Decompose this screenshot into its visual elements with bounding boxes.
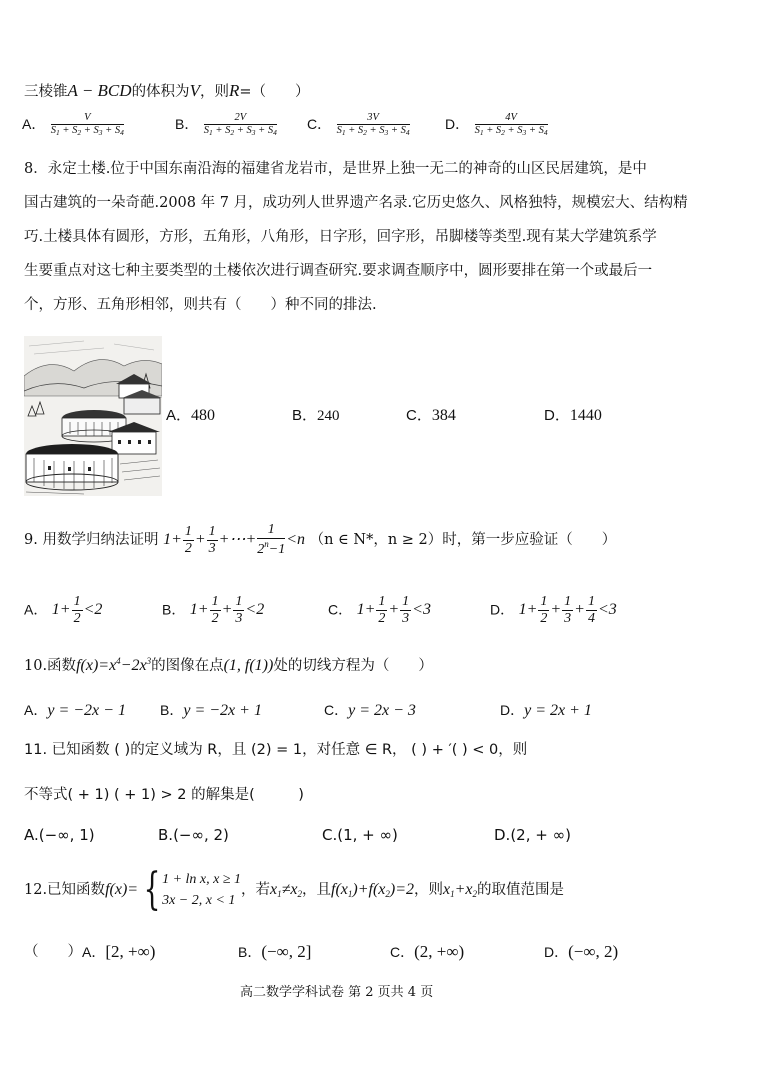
q8-line-2: 国古建筑的一朵奇葩.2008 年 7 月，成功列人世界遗产名录.它历史悠久、风格独特，规模宏大、结构精 <box>24 195 688 211</box>
q7-option-c: C． $\frac{3V}{S_1 + S_2 + S_3 + S_4}$ <box>307 112 410 138</box>
q9-expr-c: 1+ $\frac{1}{2}$ + $\frac{1}{3}$ <3 <box>356 594 431 627</box>
q12-blank: （ ） <box>24 944 82 960</box>
q7-option-a: A． $\frac{V}{S_1 + S_2 + S_3 + S_4}$ <box>22 112 124 138</box>
q9-option-b: B． 1+ $\frac{1}{2}$ + $\frac{1}{3}$ <2 <box>162 594 265 627</box>
q7-frac-d: $\frac{4V}{S_1 + S_2 + S_3 + S_4}$ <box>474 112 548 138</box>
q10-option-b: B．y = −2x + 1 <box>160 702 262 719</box>
q11-option-b: B.(−∞, 2) <box>158 826 229 844</box>
q7-frac-b: $\frac{2V}{S_1 + S_2 + S_3 + S_4}$ <box>203 112 277 138</box>
q12-option-c: C．(2, +∞) <box>390 942 465 961</box>
q9-expr-b: 1+ $\frac{1}{2}$ + $\frac{1}{3}$ <2 <box>189 594 265 627</box>
q12-option-b: B．(−∞, 2] <box>238 942 312 961</box>
q9-expr-d: 1+ $\frac{1}{2}$ + $\frac{1}{3}$ + $\frac{1}{4}$ <3 <box>518 594 617 627</box>
q7-v: V <box>189 81 200 100</box>
page-footer: 高二数学学科试卷 第 2 页共 4 页 <box>240 985 434 1000</box>
q7-stem <box>24 82 310 100</box>
q7-stem-mid: 的体积为 <box>131 84 190 100</box>
q8-option-b: B．240 <box>292 407 340 424</box>
q11-option-c: C.(1, + ∞) <box>322 826 398 844</box>
q7-stem-end: =（ ） <box>239 84 310 100</box>
q8-option-c: C．384 <box>406 407 456 424</box>
q7-option-b: B． $\frac{2V}{S_1 + S_2 + S_3 + S_4}$ <box>175 112 277 138</box>
q12-option-d: D．(−∞, 2) <box>544 942 619 961</box>
q10-func: $f(x)=x^4-2x^3$ <box>76 656 152 674</box>
q9-sum-expr: 1+ $\frac{1}{2}$ + $\frac{1}{3}$ +⋯+ $\frac{1}{2^n-1}$ <n <box>163 522 305 558</box>
q7-r: R <box>228 81 240 100</box>
q8-option-d: D．1440 <box>544 407 602 424</box>
q12-option-a: A．[2, +∞) <box>82 942 156 961</box>
q10-option-c: C．y = 2x − 3 <box>324 702 416 719</box>
q11-option-d: D.(2, + ∞) <box>494 826 571 844</box>
q9-option-a: A． 1+ $\frac{1}{2}$ <2 <box>24 594 103 627</box>
q11-line-1: 11. 已知函数 ( )的定义域为 R，且 (2) = 1，对任意 ∈ R， ( ) + ′( ) < 0，则 <box>24 742 528 758</box>
tulou-illustration <box>24 336 162 496</box>
q12-func-name: f(x)= <box>105 881 139 898</box>
q8-line-1: 8．永定土楼.位于中国东南沿海的福建省龙岩市，是世界上独一无二的神奇的山区民居建筑，是中 <box>24 161 647 177</box>
q12-sum-eq: $f(x_1)+f(x_2)=2$ <box>331 880 415 899</box>
q8-line-3: 巧.土楼具体有圆形，方形，五角形，八角形，日字形，回字形，吊脚楼等类型.现有某大学建筑系学 <box>24 229 657 245</box>
q8-line-5: 个，方形、五角形相邻，则共有（ ）种不同的排法. <box>24 297 377 313</box>
q7-frac-a: $\frac{V}{S_1 + S_2 + S_3 + S_4}$ <box>50 112 124 138</box>
q7-tetra: A − BCD <box>67 81 132 100</box>
tulou-sketch-image <box>24 336 162 496</box>
q9-condition: （n ∈ N*，n ≥ 2）时，第一步应验证（ ） <box>309 531 617 548</box>
q10-stem: 10.函数$f(x)=x^4-2x^3$的图像在点(1, f(1))处的切线方程为（ ） <box>24 656 433 674</box>
q12-brace: { <box>143 864 161 915</box>
q12-stem: 12.已知函数f(x)= { 1 + ln x, x ≥ 1 3x − 2, x < 1 ，若$x_1\ne x_2$，且$f(x_1)+f(x_2)=2$，则$x_1+x_2$的取值范围是 <box>24 864 565 915</box>
q12-neq: $x_1\ne x_2$ <box>270 880 303 899</box>
q12-target: $x_1+x_2$ <box>443 880 478 899</box>
q10-option-d: D．y = 2x + 1 <box>500 702 592 719</box>
q9-option-d: D． 1+ $\frac{1}{2}$ + $\frac{1}{3}$ + $\frac{1}{4}$ <3 <box>490 594 617 627</box>
q9-option-c: C． 1+ $\frac{1}{2}$ + $\frac{1}{3}$ <3 <box>328 594 431 627</box>
q11-option-a: A.(−∞, 1) <box>24 826 95 844</box>
q9-stem <box>24 522 616 558</box>
q7-option-d: D． $\frac{4V}{S_1 + S_2 + S_3 + S_4}$ <box>445 112 548 138</box>
q9-prefix: 9. 用数学归纳法证明 <box>24 531 159 548</box>
q9-expr-a: 1+ $\frac{1}{2}$ <2 <box>51 594 103 627</box>
q12-piecewise: 1 + ln x, x ≥ 1 3x − 2, x < 1 <box>162 872 242 908</box>
q7-stem-sep: ，则 <box>199 84 229 100</box>
q10-point: (1, f(1)) <box>223 657 274 674</box>
q8-option-a: A．480 <box>166 407 216 424</box>
q11-line-2: 不等式( + 1) ( + 1) > 2 的解集是( ) <box>24 787 304 803</box>
q7-frac-c: $\frac{3V}{S_1 + S_2 + S_3 + S_4}$ <box>336 112 410 138</box>
q7-stem-prefix: 三棱锥 <box>24 84 68 100</box>
q8-line-4: 生要重点对这七种主要类型的土楼依次进行调查研究.要求调查顺序中，圆形要排在第一个或最后一 <box>24 263 653 279</box>
q10-option-a: A．y = −2x − 1 <box>24 702 126 719</box>
